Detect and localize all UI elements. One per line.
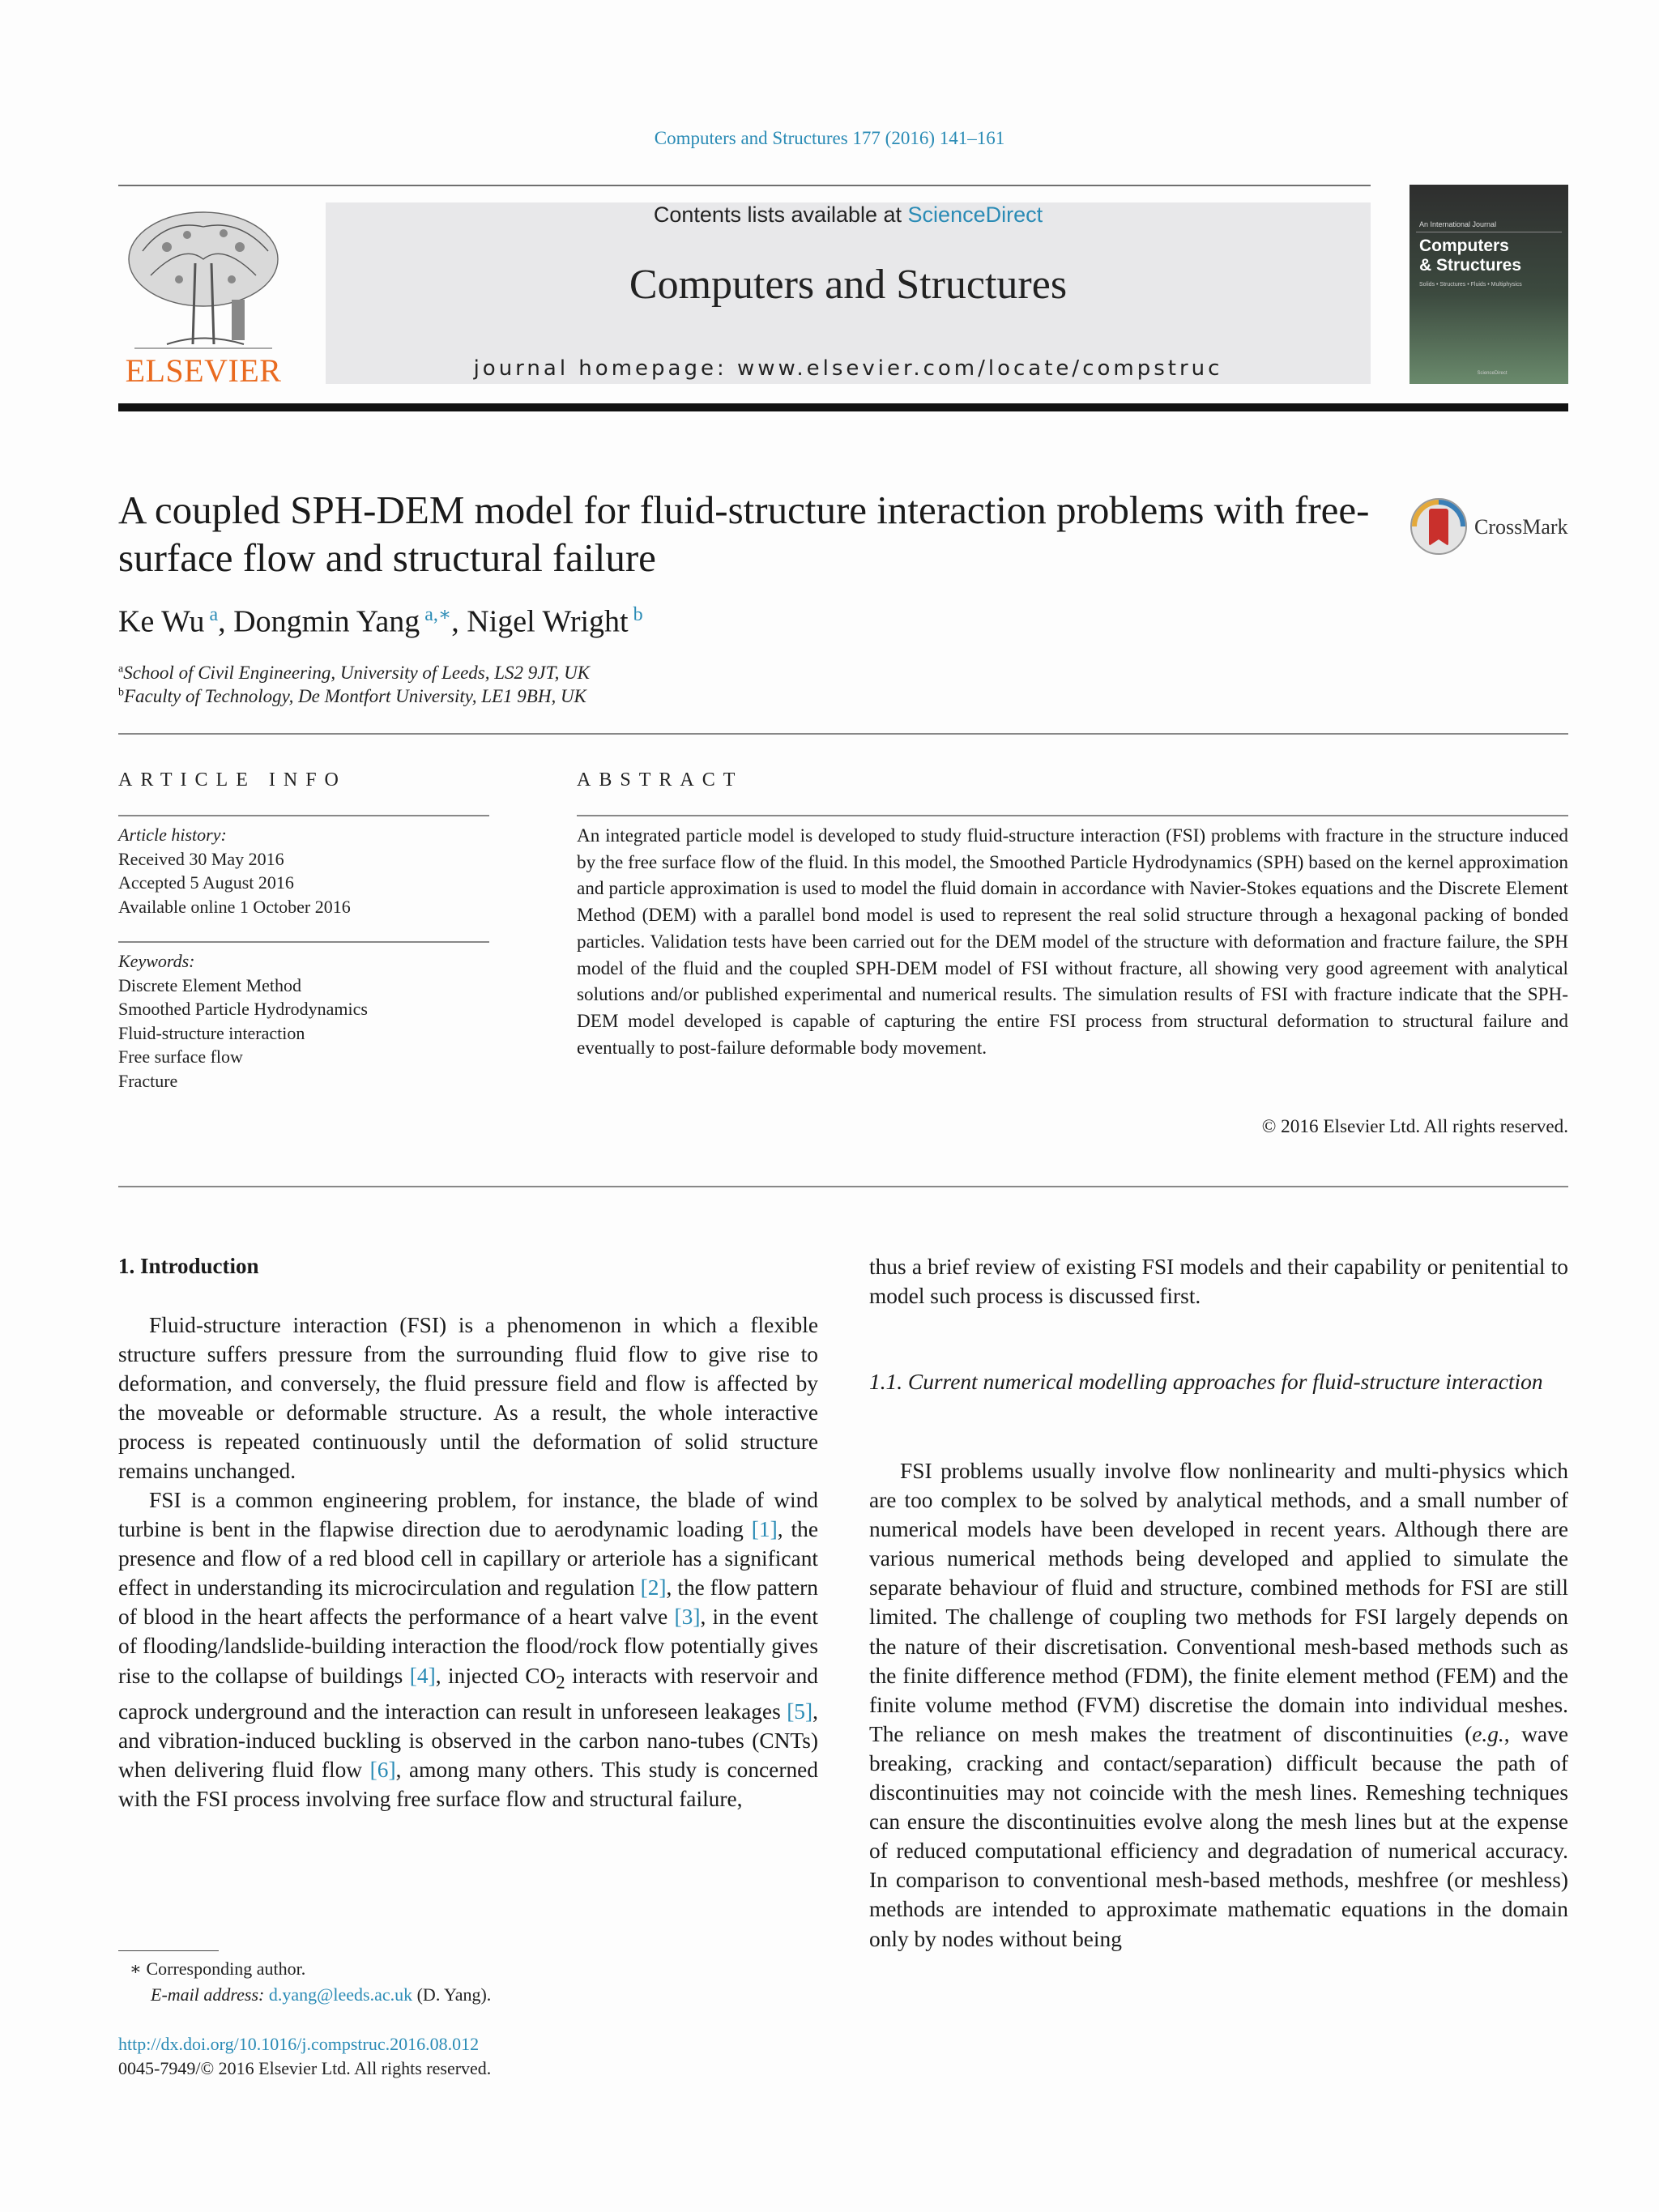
- affiliation-mark: b: [118, 686, 124, 699]
- right-column-paragraph-1: thus a brief review of existing FSI models and their capability or penitential to model such process is discussed first.: [869, 1255, 1568, 1309]
- reference-link[interactable]: [4]: [409, 1663, 436, 1688]
- homepage-prefix: journal homepage:: [473, 356, 737, 381]
- sciencedirect-link[interactable]: ScienceDirect: [907, 202, 1043, 227]
- paragraph-text: , among many others. This study is concerned with the FSI process involving free surface flow and structural failure,: [118, 1758, 818, 1812]
- cover-title-line2: & Structures: [1419, 256, 1522, 275]
- affiliation-text: Faculty of Technology, De Montfort University, LE1 9BH, UK: [124, 686, 586, 706]
- section-heading-introduction: 1. Introduction: [118, 1254, 259, 1278]
- author-affiliation-mark[interactable]: b: [633, 604, 643, 625]
- email-label: E-mail address:: [151, 1984, 269, 2005]
- paragraph-text: , injected CO: [435, 1663, 557, 1688]
- cover-footer: ScienceDirect: [1477, 371, 1508, 376]
- email-note: [151, 1984, 491, 2005]
- author-name[interactable]: Nigel Wright: [467, 604, 629, 639]
- history-label: Article history:: [118, 825, 227, 845]
- keywords-divider: [118, 941, 489, 943]
- abstract-heading: ABSTRACT: [577, 769, 744, 791]
- email-link[interactable]: d.yang@leeds.ac.uk: [268, 1984, 413, 2005]
- abstract-copyright: © 2016 Elsevier Ltd. All rights reserved.: [1261, 1116, 1568, 1137]
- elsevier-wordmark: ELSEVIER: [125, 352, 282, 389]
- paragraph-text: , in the event of flooding/landslide-building interaction the flood/rock flow potentially gives rise to the collapse of buildings: [118, 1605, 818, 1688]
- paragraph-text: interacts with reservoir and caprock underground and the interaction can result in unforeseen leakages: [118, 1663, 818, 1724]
- article-info-divider: [118, 815, 489, 816]
- corresponding-author-note: ∗ Corresponding author.: [130, 1958, 306, 1979]
- keyword-item: Fracture: [118, 1070, 178, 1091]
- paragraph-text: FSI is a common engineering problem, for instance, the blade of wind turbine is bent in the flapwise direction due to aerodynamic loading: [118, 1488, 818, 1542]
- author-affiliation-mark[interactable]: a,∗: [424, 604, 452, 625]
- doi-link[interactable]: http://dx.doi.org/10.1016/j.compstruc.2016.08.012: [118, 2034, 480, 2054]
- journal-homepage: [326, 356, 1371, 381]
- author-name[interactable]: Dongmin Yang: [233, 604, 420, 639]
- article-info-heading: ARTICLE INFO: [118, 769, 347, 791]
- right-column-paragraph-2: [869, 1456, 1568, 1954]
- affiliation-b: [118, 686, 586, 707]
- top-divider: [118, 185, 1371, 186]
- affiliation-mark: a: [118, 663, 124, 676]
- subsection-heading: 1.1. Current numerical modelling approaches for fluid-structure interaction: [869, 1370, 1543, 1394]
- crossmark-label[interactable]: CrossMark: [1474, 515, 1568, 539]
- author-separator: ,: [451, 604, 467, 639]
- intro-paragraph-1: Fluid-structure interaction (FSI) is a phenomenon in which a flexible structure suffers pressure from the surrounding fluid flow to give rise to deformation, and conversely, the fluid pressure field and flow is affected by the moveable or deformable structure. As a result, the whole interactive process is repeated continuously until the deformation of solid structure remains unchanged.: [118, 1313, 818, 1484]
- body-divider: [118, 1186, 1568, 1187]
- affiliation-a: [118, 663, 590, 684]
- homepage-url[interactable]: www.elsevier.com/locate/compstruc: [736, 356, 1223, 381]
- author-separator: ,: [218, 604, 234, 639]
- section-divider: [118, 733, 1568, 735]
- article-title: A coupled SPH-DEM model for fluid-structure interaction problems with free-surface flow and structural failure: [118, 488, 1370, 580]
- issn-copyright: 0045-7949/© 2016 Elsevier Ltd. All rights reserved.: [118, 2058, 492, 2078]
- subscript: 2: [556, 1672, 565, 1693]
- affiliation-text: School of Civil Engineering, University of Leeds, LS2 9JT, UK: [123, 663, 591, 683]
- article-history: [118, 823, 489, 918]
- cover-subtitle: Solids • Structures • Fluids • Multiphysics: [1419, 282, 1522, 288]
- intro-paragraph-2: [118, 1485, 818, 1814]
- keywords-label: Keywords:: [118, 951, 195, 971]
- reference-link[interactable]: [2]: [640, 1575, 667, 1600]
- contents-line: [326, 202, 1371, 228]
- email-suffix: (D. Yang).: [412, 1984, 492, 2005]
- paragraph-text: , and vibration-induced buckling is observed in the carbon nano-tubes (CNTs) when delivering fluid flow: [118, 1699, 818, 1783]
- cover-title: [1419, 237, 1565, 275]
- keyword-item: Free surface flow: [118, 1046, 243, 1067]
- keyword-item: Discrete Element Method: [118, 974, 302, 995]
- journal-title: Computers and Structures: [629, 262, 1068, 308]
- history-item: Received 30 May 2016: [118, 848, 284, 869]
- journal-citation-link[interactable]: Computers and Structures 177 (2016) 141–161: [654, 128, 1005, 148]
- reference-link[interactable]: [5]: [787, 1699, 813, 1724]
- paragraph-text: , the presence and flow of a red blood cell in capillary or arteriole has a significant effect in understanding its microcirculation and regulation: [118, 1517, 818, 1600]
- contents-prefix: Contents lists available at: [653, 202, 908, 227]
- italic-text: e.g.: [1472, 1721, 1504, 1746]
- keywords: [118, 949, 489, 1093]
- paragraph-text: FSI problems usually involve flow nonlinearity and multi-physics which are too complex to be solved by analytical methods, and a small number of numerical models have been developed in recent years. Although there are various numerical methods being developed and applied to simulate the separate behaviour of fluid and structure, combined methods for FSI are still limited. The challenge of coupling two methods for FSI largely depends on the nature of their discretisation. Conventional mesh-based methods such as the finite difference method (FDM), the finite element method (FEM) and the finite volume method (FVM) discretise the domain into individual meshes. The reliance on mesh makes the treatment of discontinuities (: [869, 1459, 1568, 1746]
- cover-title-line1: Computers: [1419, 237, 1509, 255]
- reference-link[interactable]: [3]: [674, 1605, 701, 1630]
- paragraph-text: , the flow pattern of blood in the heart affects the performance of a heart valve: [118, 1575, 818, 1630]
- abstract-text: An integrated particle model is developed to study fluid-structure interaction (FSI) problems with fracture in the structure induced by the free surface flow of the fluid. In this model, the Smoothed Particle Hydrodynamics (SPH) based on the kernel approximation and particle approximation is used to model the fluid domain in accordance with Navier-Stokes equations and the Discrete Element Method (DEM) with a parallel bond model is used to represent the real solid structure through a hexagonal packing of bonded particles. Validation tests have been carried out for the DEM model of the structure with deformation and fracture failure, the SPH model of the fluid and the coupled SPH-DEM model of FSI without fracture, all showing very good agreement with analytical solutions and/or published experimental and numerical results. The simulation results of FSI with fracture indicate that the SPH-DEM model developed is capable of capturing the entire FSI process from structural deformation to structural failure and eventually to post-failure deformable body movement.: [577, 825, 1568, 1059]
- history-item: Accepted 5 August 2016: [118, 872, 294, 893]
- footnote-divider: [118, 1950, 219, 1951]
- keyword-item: Fluid-structure interaction: [118, 1022, 305, 1043]
- cover-tagline: An International Journal: [1419, 220, 1497, 228]
- author-list: [118, 603, 643, 640]
- reference-link[interactable]: [1]: [751, 1517, 778, 1542]
- reference-link[interactable]: [6]: [369, 1758, 396, 1783]
- author-name[interactable]: Ke Wu: [118, 604, 205, 639]
- keyword-item: Smoothed Particle Hydrodynamics: [118, 999, 368, 1019]
- author-affiliation-mark[interactable]: a: [209, 604, 219, 625]
- header-thick-rule: [118, 403, 1568, 411]
- paragraph-text: , wave breaking, cracking and contact/separation) difficult because the path of discontinuities may not coincide with the mesh lines. Remeshing techniques can ensure the discontinuities evolve along the mesh lines but at the expense of reduced computational efficiency and degradation of numerical accuracy. In comparison to conventional mesh-based methods, meshfree (or meshless) methods are intended to approximate mathematic equations in the domain only by nodes without being: [869, 1721, 1568, 1951]
- history-item: Available online 1 October 2016: [118, 896, 351, 917]
- abstract-divider: [577, 815, 1568, 816]
